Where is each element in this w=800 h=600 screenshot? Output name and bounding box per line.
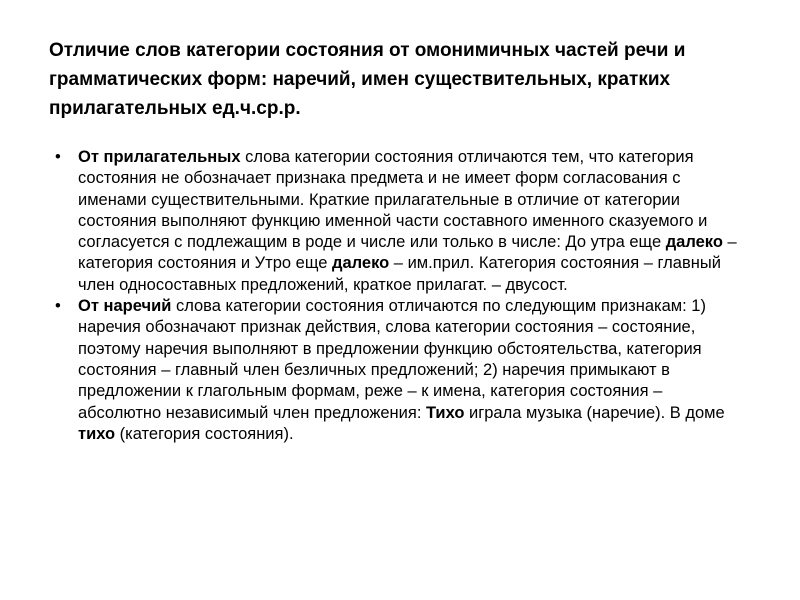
bullet-item-adverbs xyxy=(49,296,749,445)
bullet-emphasis: тихо xyxy=(78,424,116,443)
slide-title: Отличие слов категории состояния от омонимичных частей речи и грамматических форм: наречий, имен существительных, кратких прилагательных ед.ч.ср.р. xyxy=(49,40,686,119)
bullet-text: играла музыка (наречие). В доме xyxy=(464,403,725,422)
bullet-emphasis: далеко xyxy=(665,233,723,252)
bullet-dot-icon: • xyxy=(55,148,61,166)
bullet-list xyxy=(49,147,749,445)
bullet-item-adjectives xyxy=(49,147,749,296)
bullet-lead: От прилагательных xyxy=(78,148,241,166)
bullet-text: (категория состояния). xyxy=(115,424,294,443)
bullet-dot-icon: • xyxy=(55,297,61,316)
bullet-emphasis: Тихо xyxy=(425,403,465,422)
bullet-text: слова категории состояния отличаются по следующим признакам: 1) наречия обозначают признак действия, слова категории состояния – состояние, поэтому наречия выполняют в предложении функцию обстоятельства, категория состояния – главный член безличных предложений; 2) наречия примыкают в предложении к глагольным формам, реже – к имена, категория состояния – абсолютно независимый член предложения: xyxy=(78,297,706,422)
bullet-text: слова категории состояния отличаются тем, что категория состояния не обозначает признака предмета и не имеет форм согласования с именами существительными. Краткие прилагательные в отличие от категории состояния выполняют функцию именной части составного именного сказуемого и согласуется с подлежащим в роде и числе или только в числе: До утра еще xyxy=(78,148,708,252)
bullet-text: – категория состояния и Утро еще xyxy=(78,233,737,273)
bullet-emphasis: далеко xyxy=(332,254,390,273)
bullet-text: – им.прил. Категория состояния – главный член односоставных предложений, краткое прилагат. – двусост. xyxy=(78,254,721,294)
bullet-lead: От наречий xyxy=(78,297,172,316)
